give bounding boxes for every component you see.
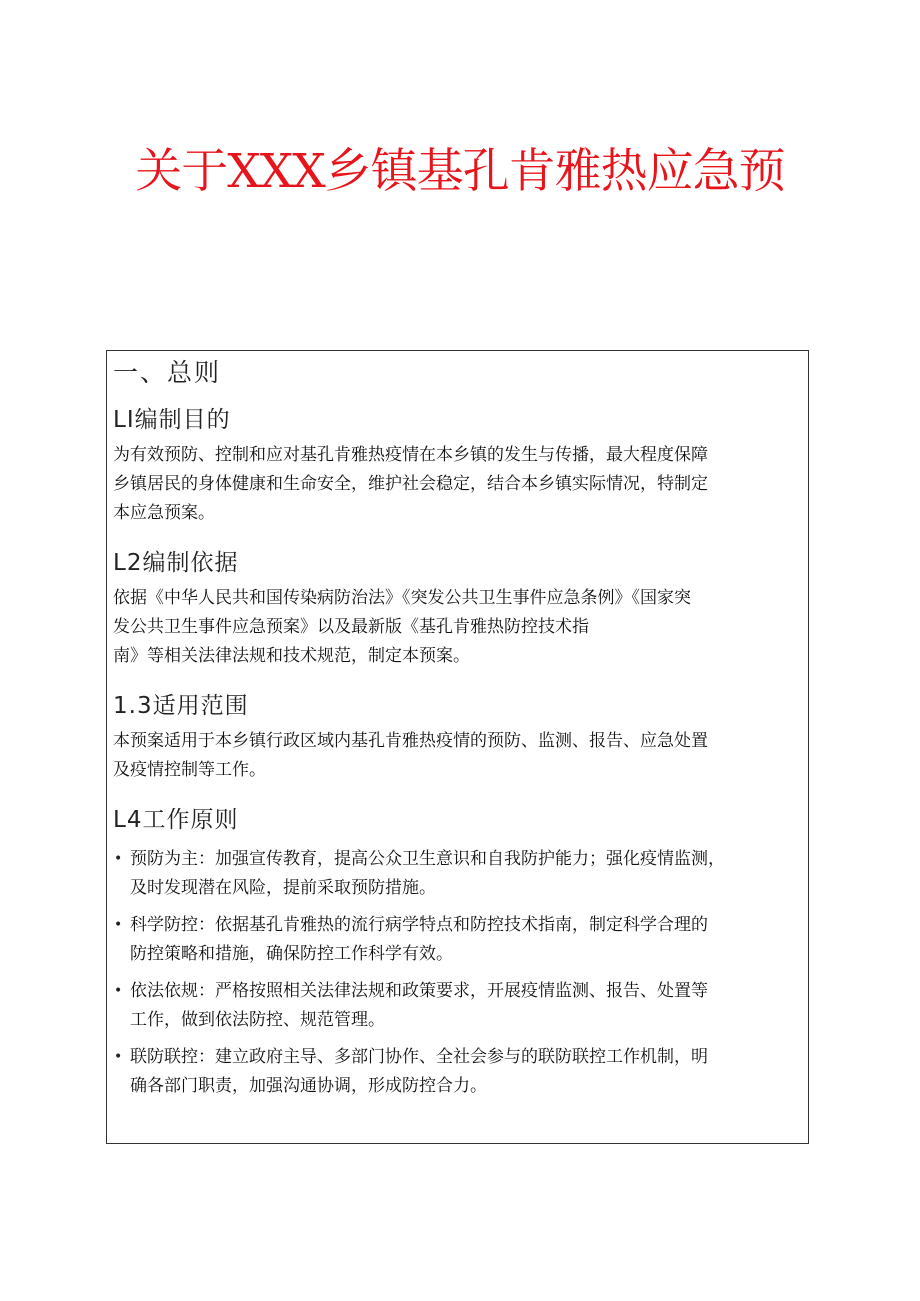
text-line: 本预案适用于本乡镇行政区域内基孔肯雅热疫情的预防、监测、报告、应急处置	[113, 731, 708, 751]
text-line: 依据《中华人民共和国传染病防治法》《突发公共卫生事件应急条例》《国家突	[113, 588, 691, 608]
text-line: 及疫情控制等工作。	[113, 760, 266, 780]
text-line: 联防联控：建立政府主导、多部门协作、全社会参与的联防联控工作机制，明	[130, 1047, 708, 1067]
paragraph-scope	[113, 727, 806, 785]
list-item	[113, 1043, 806, 1101]
text-line: 乡镇居民的身体健康和生命安全，维护社会稳定，结合本乡镇实际情况，特制定	[113, 474, 708, 494]
subsection-heading-principles: L4工作原则	[113, 807, 239, 833]
paragraph-purpose	[113, 441, 806, 528]
text-line: 为有效预防、控制和应对基孔肯雅热疫情在本乡镇的发生与传播，最大程度保障	[113, 445, 708, 465]
paragraph-basis	[113, 584, 806, 671]
text-line: 南》等相关法律法规和技术规范，制定本预案。	[113, 646, 470, 666]
subsection-heading-scope: 1.3适用范围	[113, 693, 249, 719]
text-line: 确各部门职责，加强沟通协调，形成防控合力。	[130, 1076, 487, 1096]
list-item	[113, 911, 806, 969]
bullet-icon: •	[114, 917, 123, 933]
section-heading: 一、总则	[113, 358, 222, 387]
text-line: 本应急预案。	[113, 503, 215, 523]
content-box	[106, 350, 809, 1144]
document-title: 关于XXX乡镇基孔肯雅热应急预	[135, 144, 785, 199]
subsection-heading-purpose: LI编制目的	[113, 407, 231, 433]
principles-list	[113, 845, 806, 1101]
subsection-heading-basis: L2编制依据	[113, 550, 239, 576]
text-line: 工作，做到依法防控、规范管理。	[130, 1010, 385, 1030]
bullet-icon: •	[114, 983, 123, 999]
text-line: 及时发现潜在风险，提前采取预防措施。	[130, 878, 436, 898]
text-line: 预防为主：加强宣传教育，提高公众卫生意识和自我防护能力；强化疫情监测，	[130, 849, 725, 869]
list-item	[113, 977, 806, 1035]
text-line: 科学防控：依据基孔肯雅热的流行病学特点和防控技术指南，制定科学合理的	[130, 915, 708, 935]
list-item	[113, 845, 806, 903]
bullet-icon: •	[114, 1049, 123, 1065]
text-line: 依法依规：严格按照相关法律法规和政策要求，开展疫情监测、报告、处置等	[130, 981, 708, 1001]
text-line: 发公共卫生事件应急预案》以及最新版《基孔肯雅热防控技术指	[113, 617, 589, 637]
bullet-icon: •	[114, 851, 123, 867]
text-line: 防控策略和措施，确保防控工作科学有效。	[130, 944, 453, 964]
